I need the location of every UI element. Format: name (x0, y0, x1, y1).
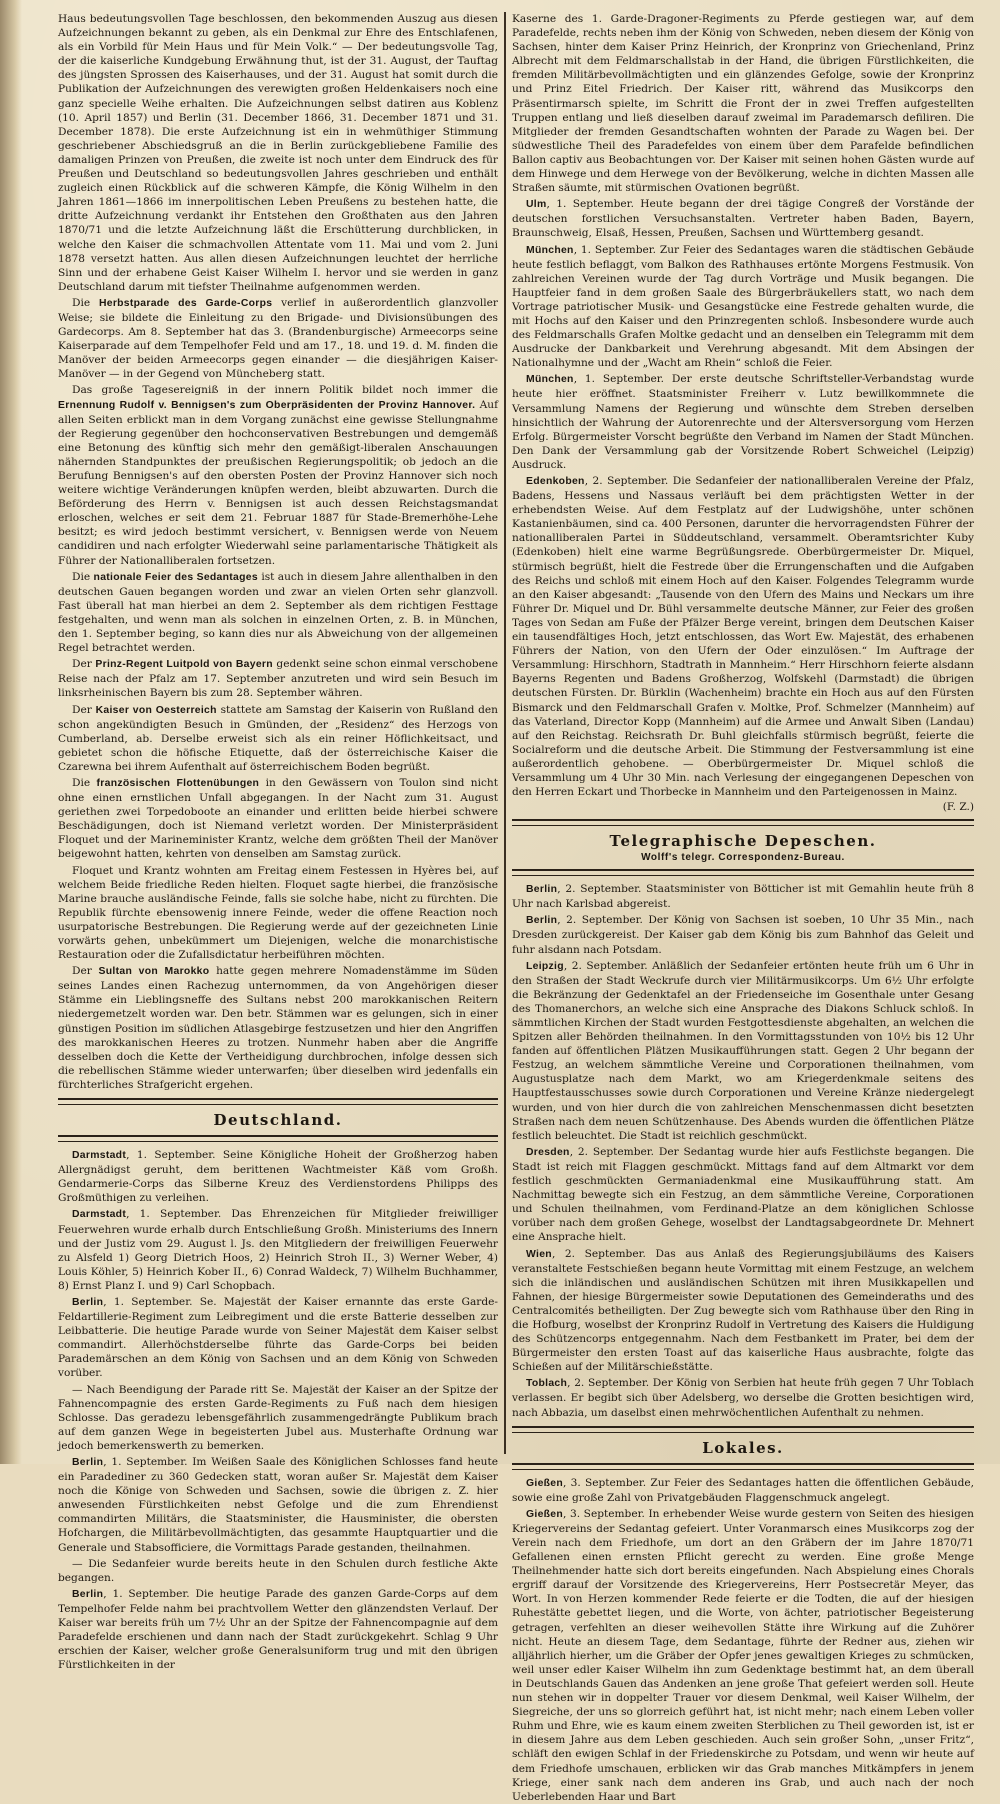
section-divider (58, 1098, 498, 1105)
news-paragraph: Berlin, 1. September. Im Weißen Saale des Königlichen Schlosses fand heute ein Paradediner zu 360 Gedecken statt, woran außer Sr. Majestät dem Kaiser noch die Könige von Schweden und Sachsen, sowie die übrigen z. Z. hier anwesenden Fürstlichkeiten nebst Gefolge und die zum Ehrendienst commandirten Militärs, die Staatsminister, die Hausminister, die obersten Hofchargen, die Militärbevollmächtigten, das gesammte Hauptquartier und die Generale und Stabsofficiere, die Vormittags Parade gestanden, theilnahmen. (58, 1456, 498, 1554)
right-intro-paragraph: Kaserne des 1. Garde-Dragoner-Regiments zu Pferde gestiegen war, auf dem Paradefelde, rechts neben ihm der König von Schweden, neben diesem der König von Sachsen, hinter dem Kaiser Prinz Heinrich, der Kronprinz von Griechenland, Prinz Albrecht mit dem Feldmarschallstab in der Hand, die übrigen Fürstlichkeiten, die fremden Militärbevollmächtigten und ein glänzendes Gefolge, sowie der Kronprinz und Prinz Eitel Friedrich. Der Kaiser ritt, während das Musikcorps den Präsentirmarsch spielte, im Schritt die Front der in zwei Treffen aufgestellten Truppen entlang und ließ dieselben darauf zweimal im Parademarsch defiliren. Die Mitglieder der fremden Gesandtschaften wohnten der Parade zu Wagen bei. Der südwestliche Theil des Paradefeldes von einem über dem Parafelde befindlichen Ballon captiv aus Beobachtungen vor. Der Kaiser mit seinen hohen Gästen wurde auf dem Hinwege und dem Herwege von der Bevölkerung, welche in dichten Massen alle Straßen säumte, mit stürmischen Ovationen begrüßt. (512, 13, 974, 195)
news-keyword: nationale Feier des Sedantages (93, 571, 258, 583)
news-paragraph: Darmstadt, 1. September. Das Ehrenzeichen für Mitglieder freiwilliger Feuerwehren wurde erhalb durch Entschließung Großh. Ministeriums des Innern und der Justiz vom 29. August l. Js. den Mitgliedern der freiwilligen Feuerwehr zu Alsfeld 1) Georg Dietrich Hoos, 2) Heinrich Stroh II., 3) Werner Weber, 4) Louis Köhler, 5) Heinrich Kober II., 6) Conrad Waldeck, 7) Wilhelm Buchhammer, 8) Ernst Planz I. und 9) Carl Schopbach. (58, 1208, 498, 1292)
news-keyword: Toblach (526, 1378, 568, 1390)
news-keyword: Ulm (526, 199, 547, 211)
right-news-items (512, 197, 974, 799)
news-paragraph: — Nach Beendigung der Parade ritt Se. Majestät der Kaiser an der Spitze der Fahnencompagnie des ersten Garde-Regiments zu Fuß nach dem hiesigen Schlosse. Das geradezu lebensgefährlich zusammengedrängte Publikum brach auf dem ganzen Wege in begeisterten Jubel aus. Musterhafte Ordnung war jedoch bemerkenswerth zu bemerken. (58, 1383, 498, 1452)
right-column (512, 12, 974, 1803)
news-paragraph: Ulm, 1. September. Heute begann der drei tägige Congreß der Vorstände der deutschen forstlichen Versuchsanstalten. Vertreter haben Baden, Bayern, Braunschweig, Elsaß, Hessen, Preußen, Sachsen und Württemberg gesandt. (512, 198, 974, 240)
source-signoff: (F. Z.) (942, 801, 974, 814)
news-keyword: Kaiser von Oesterreich (95, 704, 217, 716)
page-binding-edge (0, 0, 22, 1464)
news-paragraph: Der Prinz-Regent Luitpold von Bayern gedenkt seine schon einmal verschobene Reise nach der Pfalz am 17. September anzutreten und wird sein Besuch im linksrheinischen Bayern bis zum 28. September währen. (58, 658, 499, 700)
news-keyword: Leipzig (526, 960, 564, 972)
section-divider (512, 1426, 974, 1433)
news-paragraph: Gießen, 3. September. In erhebender Weise wurde gestern von Seiten des hiesigen Kriegervereins der Sedantag gefeiert. Unter Voranmarsch eines Musikcorps zog der Verein nach dem Friedhofe, um dort an den Gräbern der im Jahre 1870/71 Gefallenen einen ernsten Pflicht gerecht zu werden. Eine große Menge Theilnehmender hatte sich dort bereits eingefunden. Nach Abspielung eines Chorals ergriff darauf der Vorsitzende des Kriegervereins, Herr Postsecretär Meyer, das Wort. In von Herzen kommender Rede feierte er die Todten, die auf der hiesigen Ruhestätte gebettet liegen, und die Worte, von ächter, patriotischer Begeisterung getragen, verfehlten an dieser weihevollen Stätte ihre Wirkung auf die Zuhörer nicht. Heute an diesem Tage, dem Sedantage, führte der Redner aus, ziehen wir alljährlich hierher, um die Gräber der Opfer jenes gewaltigen Krieges zu schmücken, weil unser edler Kaiser Wilhelm ihn zum Gedenktage bestimmt hat, an dem überall in Deutschlands Gauen das Andenken an jene große That gefeiert werden soll. Heute nun stehen wir in doppelter Trauer vor diesem Denkmal, weil Kaiser Wilhelm, der Siegreiche, der uns so glorreich geführt hat, ist nicht mehr; nach einem Leben voller Ruhm und Ehre, wie es kaum einem zweiten Sterblichen zu Theil geworden ist, ist er in diesem Jahre aus dem Leben geschieden. Auch sein großer Sohn, „unser Fritz“, schläft den ewigen Schlaf in der Friedenskirche zu Potsdam, und wenn wir heute auf dem Friedhofe umschauen, erblicken wir das Grab manches Mitkämpfers in jenem Kriege, einer sank nach dem anderen ins Grab, und auch nach der noch Ueberlebenden Haar und Bart (512, 1507, 974, 1803)
news-keyword: Darmstadt (72, 1209, 127, 1221)
news-keyword: französischen Flottenübungen (96, 777, 260, 789)
lokales-news-items (512, 1476, 974, 1804)
section-divider (512, 869, 974, 876)
news-paragraph: — Die Sedanfeier wurde bereits heute in den Schulen durch festliche Akte begangen. (58, 1557, 498, 1584)
section-title-deutschland: Deutschland. (213, 1111, 343, 1130)
news-keyword: Dresden (526, 1146, 570, 1158)
news-paragraph: Darmstadt, 1. September. Seine Königliche Hoheit der Großherzog haben Allergnädigst geruht, dem berittenen Wachtmeister Käß vom Großh. Gendarmerie-Corps das Silberne Kreuz des Verdienstordens Philipps des Großmüthigen zu verleihen. (58, 1149, 498, 1205)
news-paragraph: Berlin, 2. September. Der König von Sachsen ist soeben, 10 Uhr 35 Min., nach Dresden zurückgereist. Der Kaiser gab dem König bis zum Bahnhof das Geleit und fuhr alsdann nach Potsdam. (512, 914, 974, 956)
news-paragraph: Das große Tagesereigniß in der innern Politik bildet noch immer die Ernennung Rudolf v. Bennigsen's zum Oberpräsidenten der Provinz Hannover. Auf allen Seiten erblickt man in dem Vorgang zunächst eine gewisse Stellungnahme der Regierung gegenüber den hochconservativen Bestrebungen und demgemäß eine Betonung des künftig sich mehr den gemäßigt-liberalen Anschauungen nähernden Standpunktes der preußischen Regierungspolitik; ob jedoch an die Berufung Bennigsen's auf den obersten Posten der Provinz Hannover sich noch weitere wichtige Veränderungen knüpfen werden, bleibt abzuwarten. Durch die Beförderung des Herrn v. Bennigsen ist auch dessen Reichstagsmandat erloschen, welches er seit dem 21. Februar 1887 für Stade-Bremerhöhe-Lehe besitzt; es wird jedoch bestimmt versichert, v. Bennigsen werde von Neuem candidiren und nach erfolgter Wiederwahl seine parlamentarische Thätigkeit als Führer der Nationalliberalen fortsetzen. (58, 384, 499, 567)
news-paragraph: Der Sultan von Marokko hatte gegen mehrere Nomadenstämme im Süden seines Landes einen Rachezug unternommen, da von Angehörigen dieser Stämme ein Lieblingsneffe des Sultans nebst 200 marokkanischen Reitern niedergemetzelt worden war. Den betr. Stämmen war es gelungen, sich in einer günstigen Position im südlichen Atlasgebirge festzusetzen und hier den Angriffen des marokkanischen Heeres zu trotzen. Nunmehr haben aber die Angriffe desselben doch die Kette der Vertheidigung durchbrochen, infolge dessen sich die rebellischen Stämme wieder unterwarfen; über dieselben wird jedenfalls ein fürchterliches Strafgericht ergehen. (58, 965, 498, 1091)
news-keyword: Herbstparade des Garde-Corps (98, 297, 273, 309)
news-paragraph: Die Herbstparade des Garde-Corps verlief in außerordentlich glanzvoller Weise; sie bildete die Einleitung zu den Brigade- und Divisionsübungen des Gardecorps. Am 8. September hat das 3. (Brandenburgische) Armeecorps seine Kaiserparade auf dem Tempelhofer Feld und am 17., 18. und 19. d. M. finden die Manöver der beiden Armeecorps gegen einander — die diesjährigen Kaiser-Manöver — in der Gegend von Müncheberg statt. (58, 296, 498, 381)
deutschland-news-items (58, 1148, 498, 1672)
news-keyword: München (526, 244, 574, 256)
telegraph-news-items (512, 882, 974, 1419)
news-paragraph: München, 1. September. Zur Feier des Sedantages waren die städtischen Gebäude heute festlich beflaggt, vom Balkon des Rathhauses ertönte Morgens Festmusik. Von zahlreichen Vereinen wurde der Tag durch Vorträge und Musik begangen. Die Hauptfeier fand in dem großen Saale des Bürgerbräukellers statt, wo nach dem Vortrage patriotischer Musik- und Gesangstücke eine Festrede gehalten wurde, die mit Hochs auf den Kaiser und den Prinzregenten schloß. Insbesondere wurde auch des Feldmarschalls Grafen Moltke gedacht und an denselben ein Telegramm mit dem Ausdrucke der Dankbarkeit und Verehrung abgesandt. Mit dem Absingen der Nationalhymne und der „Wacht am Rhein“ schloß die Feier. (512, 243, 974, 370)
news-paragraph: Die französischen Flottenübungen in den Gewässern von Toulon sind nicht ohne einen ernstlichen Unfall abgegangen. In der Nacht zum 31. August geriethen zwei Torpedoboote an einander und erlitten beide hierbei schwere Beschädigungen, doch ist Niemand verletzt worden. Der Ministerpräsident Floquet und der Marineminister Krantz, welche dem größten Theil der Manöver beigewohnt hatten, kehrten von denselben am Samstag zurück. (58, 776, 498, 861)
news-keyword: Prinz-Regent Luitpold von Bayern (95, 659, 273, 671)
news-paragraph: Der Kaiser von Oesterreich stattete am Samstag der Kaiserin von Rußland den schon angekündigten Besuch in Gmünden, der „Residenz“ des Herzogs von Cumberland, ab. Derselbe erweist sich als ein reiner Höflichkeitsact, und gebietet schon die höfische Etiquette, daß der österreichische Kaiser die Czarewna bei ihrem Aufenthalt auf österreichischem Boden begrüßt. (58, 703, 499, 773)
news-keyword: Berlin (72, 1457, 104, 1468)
column-divider (504, 12, 506, 1454)
news-paragraph: Edenkoben, 2. September. Die Sedanfeier der nationalliberalen Vereine der Pfalz, Badens, Hessens und Nassaus verläuft bei dem prächtigsten Wetter in der erhebendsten Weise. Auf dem Festplatz auf der Ludwigshöhe, unter schönen Kastanienbäumen, sind ca. 400 Personen, darunter die hervorragendsten Führer der nationalliberalen Partei in Süddeutschland, versammelt. Oberamtsrichter Kuby (Edenkoben) hielt eine warme Begrüßungsrede. Oberbürgermeister Dr. Miquel, stürmisch begrüßt, hielt die Festrede über die Errungenschaften und die Aufgaben des Reichs und schloß mit einem Hoch auf den Kaiser. Folgendes Telegramm wurde an den Kaiser abgesandt: „Tausende von den Ufern des Mains und Neckars um ihre Führer Dr. Miquel und Dr. Bühl versammelte deutsche Männer, zur Feier des großen Tages von Sedan am Fuße der Pfälzer Berge vereint, bringen dem Deutschen Kaiser ein tausendfältiges Hoch, jetzt entschlossen, das Wort Ew. Majestät, des erhabenen Führers der Nation, von den Ufern der Oder einzulösen.“ Im Auftrage der Versammlung: Hirschhorn, Stadtrath in Mannheim.“ Herr Hirschhorn feierte alsdann Bayerns Regenten und Badens Großherzog, Wolfskehl (Darmstadt) die übrigen deutschen Fürsten. Dr. Bürklin (Wachenheim) brachte ein Hoch aus auf den Fürsten Bismarck und den Feldmarschall Grafen v. Moltke, Prof. Schmelzer (Mannheim) auf das Vaterland, Director Kopp (Mannheim) auf die Armee und Anwalt Siben (Landau) auf den Reichstag. Reichsrath Dr. Buhl gleichfalls stürmisch begrüßt, feierte die Socialreform und die deutsche Arbeit. Die Stimmung der Festversammlung ist eine außerordentlich gehobene. — Oberbürgermeister Dr. Miquel schloß die Versammlung um 4 Uhr 30 Min. nach Verlesung der eingegangenen Depeschen von den Herren Eckart und Thorbecke in Mannheim und den Parteigenossen in Mainz. (512, 475, 974, 799)
news-paragraph: Wien, 2. September. Das aus Anlaß des Regierungsjubiläums des Kaisers veranstaltete Festschießen begann heute Vormittag mit einem Festzuge, an welchem sich die inländischen und ausländischen Schützen mit ihren Musikkapellen und Fahnen, der hiesige Bürgermeister sowie Deputationen des Gemeinderaths und des Centralcomités betheiligten. Der Zug bewegte sich vom Rathhause über den Ring in die Hofburg, woselbst der Kronprinz Rudolf in Vertretung des Kaisers die Huldigung des Schützencorps entgegennahm. Nach dem Festbankett im Prater, bei dem der Bürgermeister den ersten Toast auf das kaiserliche Haus ausbrachte, folgte das Schießen auf der Militärschießstätte. (512, 1247, 974, 1374)
news-paragraph: Dresden, 2. September. Der Sedantag wurde hier aufs Festlichste begangen. Die Stadt ist reich mit Flaggen geschmückt. Mittags fand auf dem Altmarkt vor dem festlich geschmückten Germaniadenkmal eine Musikaufführung statt. Am Nachmittag bewegte sich ein Festzug, an dem sämmtliche Vereine, Corporationen und Schulen theilnahmen, vom Ferdinand-Platze an dem königlichen Schlosse vorüber nach dem großen Gehege, woselbst der Landtagsabgeordnete Dr. Mehnert eine Ansprache hielt. (512, 1145, 974, 1244)
news-keyword: Edenkoben (526, 476, 585, 487)
left-top-text (58, 12, 498, 294)
news-paragraph: Gießen, 3. September. Zur Feier des Sedantages hatten die öffentlichen Gebäude, sowie eine große Zahl von Privatgebäuden Flaggenschmuck angelegt. (512, 1476, 974, 1504)
news-keyword: Berlin (526, 915, 558, 927)
section-title-telegraph: Telegraphische Depeschen. (609, 832, 877, 851)
right-top-text (512, 12, 974, 195)
news-keyword: Berlin (72, 1296, 104, 1308)
news-paragraph: Berlin, 1. September. Die heutige Parade des ganzen Garde-Corps auf dem Tempelhofer Felde nahm bei prachtvollem Wetter den glänzendsten Verlauf. Der Kaiser war bereits früh um 7½ Uhr an der Spitze der Fahnencompagnie auf dem Paradefelde erschienen und dann nach der Stadt zurückgekehrt. Schlag 9 Uhr erschien der Kaiser, welcher große Generalsuniform trug und mit den übrigen Fürstlichkeiten in der (58, 1587, 498, 1672)
news-paragraph: Berlin, 2. September. Staatsminister von Bötticher ist mit Gemahlin heute früh 8 Uhr nach Karlsbad abgereist. (512, 883, 974, 911)
news-keyword: Wien (526, 1248, 552, 1260)
news-keyword: Sultan von Marokko (98, 966, 210, 978)
news-paragraph: Berlin, 1. September. Se. Majestät der Kaiser ernannte das erste Garde-Feldartillerie-Regiment zum Leibregiment und die erste Batterie desselben zur Leibbatterie. Die heutige Parade wurde von Seiner Majestät dem Kaiser selbst commandirt. Allerhöchstderselbe führte das Garde-Corps bei beiden Parademärschen an dem König von Sachsen und an dem König von Schweden vorüber. (58, 1295, 498, 1380)
section-subtitle-telegraph: Wolff's telegr. Correspondenz-Bureau. (641, 852, 845, 864)
left-news-items (58, 296, 498, 1092)
left-intro-paragraph: Haus bedeutungsvollen Tage beschlossen, den bekommenden Auszug aus diesen Aufzeichnungen bekannt zu geben, als ein Denkmal zur Ehre des Entschlafenen, als ein Vorbild für Mein Haus und für Mein Volk.“ — Der bedeutungsvolle Tag, der die kaiserliche Kundgebung Erwähnung thut, ist der 31. August, der Tauftag des jüngsten Sprossen des Kaiserhauses, und der 31. August hat somit durch die Publikation der Aufzeichnungen des verewigten großen Heldenkaisers noch eine ganz specielle Weihe erhalten. Die Aufzeichnungen selbst datiren aus Koblenz (10. April 1857) und Berlin (31. December 1866, 31. December 1871 und 31. December 1878). Die erste Aufzeichnung ist ein in wehmüthiger Stimmung geschriebener Abschiedsgruß an die in Berlin zurückgebliebene Familie des damaligen Prinzen von Preußen, die zweite ist noch unter dem Eindruck des für Preußen und Deutschland so bedeutungsvollen Jahres geschrieben und enthält zugleich einen Rückblick auf die schweren Kämpfe, die König Wilhelm in den Jahren 1861—1866 im innerpolitischen Leben Preußens zu bestehen hatte, die dritte Aufzeichnung verdankt ihr Entstehen den Großthaten aus den Jahren 1870/71 und die letzte Aufzeichnung läßt die Erschütterung durchblicken, in welche den Kaiser die schmachvollen Attentate vom 11. Mai und vom 2. Juni 1878 versetzt hatten. Aus allen diesen Aufzeichnungen leuchtet der herrliche Sinn und der erhabene Geist Kaiser Wilhelm I. hervor und sie werden in ganz Deutschland darum mit tiefster Theilnahme aufgenommen werden. (58, 13, 498, 293)
news-paragraph: Die nationale Feier des Sedantages ist auch in diesem Jahre allenthalben in den deutschen Gauen begangen worden und zwar an vielen Orten sehr glanzvoll. Fast überall hat man hierbei an dem 2. September als dem richtigen Festtage festgehalten, und wenn man als solchen in einzelnen Orten, z. B. in München, den 1. September beging, so kann dies nur als Abweichung von der allgemeinen Regel betrachtet werden. (58, 570, 499, 655)
section-divider (512, 1463, 974, 1470)
news-keyword: München (526, 374, 574, 386)
news-keyword: Ernennung Rudolf v. Bennigsen's zum Oberpräsidenten der Provinz Hannover. (58, 399, 476, 411)
news-paragraph: Floquet und Krantz wohnten am Freitag einem Festessen in Hyères bei, auf welchem Beide friedliche Reden hielten. Floquet sagte hierbei, die französische Marine brauche ausländische Feinde, falls sie solche habe, nicht zu fürchten. Die Republik fürchte ebensowenig innere Feinde, weder die offene Reaction noch usurpatorische Bestrebungen. Die Regierung werde auf der gezeichneten Linie vorwärts gehen, unbekümmert um Diejenigen, welche die monarchistische Restauration oder die Zufallsdictatur herbeiführen möchten. (58, 864, 498, 962)
section-divider (512, 819, 974, 826)
news-keyword: Gießen (526, 1508, 564, 1520)
left-column (58, 12, 499, 1672)
news-paragraph: München, 1. September. Der erste deutsche Schriftsteller-Verbandstag wurde heute hier eröffnet. Staatsminister Freiherr v. Lutz bewillkommnete die Versammlung Namens der Regierung und wünschte dem Streben derselben hinsichtlich der Wahrung der Autorenrechte und der Altersversorgung vom Herzen Erfolg. Bürgermeister Vorscht begrüßte den Verband im Namen der Stadt München. Den Dank der Versammlung gab der Vorsitzende Robert Schweichel (Leipzig) Ausdruck. (512, 373, 974, 471)
news-keyword: Darmstadt (72, 1150, 127, 1162)
news-keyword: Berlin (72, 1588, 104, 1600)
news-keyword: Berlin (526, 884, 558, 896)
news-keyword: Gießen (526, 1477, 564, 1489)
news-paragraph: Leipzig, 2. September. Anläßlich der Sedanfeier ertönten heute früh um 6 Uhr in den Straßen der Stadt Weckrufe durch vier Militärmusikcorps. Um 6½ Uhr erfolgte die Bekränzung der Gedenktafel an der Friedenseiche im Gosenthale unter Gesang des Thomanerchors, an welche sich eine Ansprache des Diakons Schluck schloß. In sämmtlichen Kirchen der Stadt wurden Festgottesdienste abgehalten, an welchen die Spitzen aller Behörden theilnahmen. In den Vormittagsstunden von 10½ bis 12 Uhr fanden auf öffentlichen Plätzen Musikaufführungen statt. Gegen 2 Uhr begann der Festzug, an welchem sämmtliche Vereine und Corporationen theilnahmen, vom Augustusplatze nach dem Markt, wo am Kriegerdenkmale seitens des Hauptfestausschusses sowie durch Corporationen und Vereine Kränze niedergelegt wurden, und von hier durch die von zahlreichen Menschenmassen dicht besetzten Straßen nach dem neuen Schützenhause. Des Abends wurden die öffentlichen Plätze festlich beleuchtet. Die Stadt ist reichlich geschmückt. (512, 959, 974, 1142)
news-paragraph: Toblach, 2. September. Der König von Serbien hat heute früh gegen 7 Uhr Toblach verlassen. Er begibt sich über Adelsberg, wo derselbe die Grotten besichtigen wird, nach Abbazia, um daselbst einen mehrwöchentlichen Aufenthalt zu nehmen. (512, 1377, 974, 1419)
section-divider (58, 1135, 498, 1142)
section-title-lokales: Lokales. (702, 1438, 784, 1457)
